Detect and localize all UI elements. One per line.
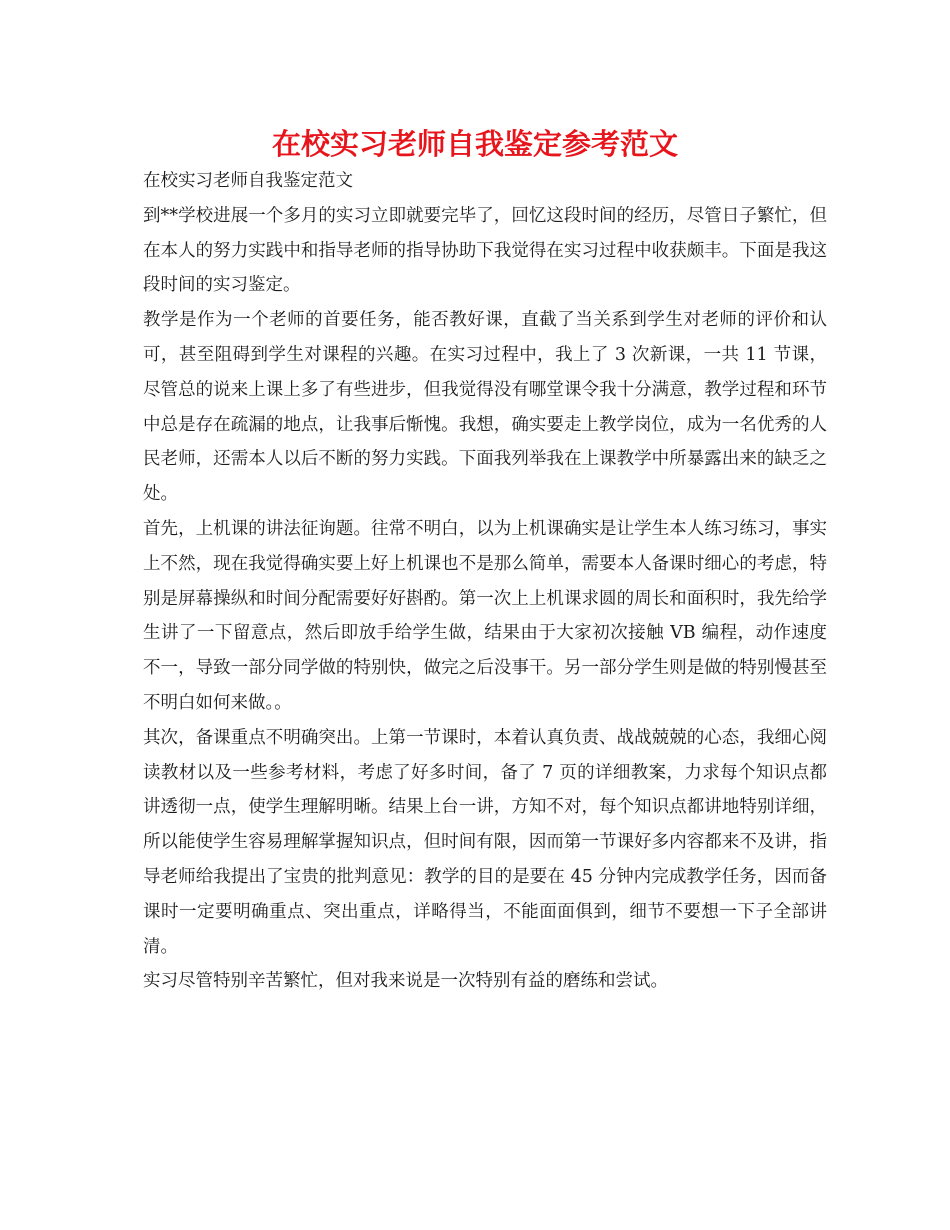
document-title: 在校实习老师自我鉴定参考范文 [271, 127, 678, 161]
second-issue-paragraph: 其次，备课重点不明确突出。上第一节课时，本着认真负责、战战兢兢的心态，我细心阅读教材以及一些参考材料，考虑了好多时间，备了 7 页的详细教案，力求每个知识点都讲透彻一点，使学生理解明晰。结果上台一讲，方知不对，每个知识点都讲地特别详细，所以能使学生容易理解掌握知识点，但时间有限，因而第一节课好多内容都来不及讲，指导老师给我提出了宝贵的批判意见：教学的目的是要在 45 分钟内完成教学任务，因而备课时一定要明确重点、突出重点，详略得当，不能面面俱到，细节不要想一下子全部讲清。 [143, 727, 827, 957]
first-issue-paragraph: 首先，上机课的讲法征询题。往常不明白，以为上机课确实是让学生本人练习练习，事实上不然，现在我觉得确实要上好上机课也不是那么简单，需要本人备课时细心的考虑，特别是屏幕操纵和时间分配需要好好斟酌。第一次上上机课求圆的周长和面积时，我先给学生讲了一下留意点，然后即放手给学生做，结果由于大家初次接触 VB 编程，动作速度不一，导致一部分同学做的特别快，做完之后没事干。另一部分学生则是做的特别慢甚至不明白如何来做。。 [143, 518, 827, 713]
document-body [143, 164, 827, 999]
subtitle-paragraph: 在校实习老师自我鉴定范文 [143, 171, 353, 191]
teaching-paragraph: 教学是作为一个老师的首要任务，能否教好课，直截了当关系到学生对老师的评价和认可，甚至阻碍到学生对课程的兴趣。在实习过程中，我上了 3 次新课，一共 11 节课，尽管总的说来上课上多了有些进步，但我觉得没有哪堂课令我十分满意，教学过程和环节中总是存在疏漏的地点，让我事后惭愧。我想，确实要走上教学岗位，成为一名优秀的人民老师，还需本人以后不断的努力实践。下面我列举我在上课教学中所暴露出来的缺乏之处。 [143, 310, 827, 505]
conclusion-paragraph: 实习尽管特别辛苦繁忙，但对我来说是一次特别有益的磨练和尝试。 [143, 971, 668, 992]
intro-paragraph: 到**学校进展一个多月的实习立即就要完毕了，回忆这段时间的经历，尽管日子繁忙，但在本人的努力实践中和指导老师的指导协助下我觉得在实习过程中收获颇丰。下面是我这段时间的实习鉴定。 [143, 205, 827, 296]
